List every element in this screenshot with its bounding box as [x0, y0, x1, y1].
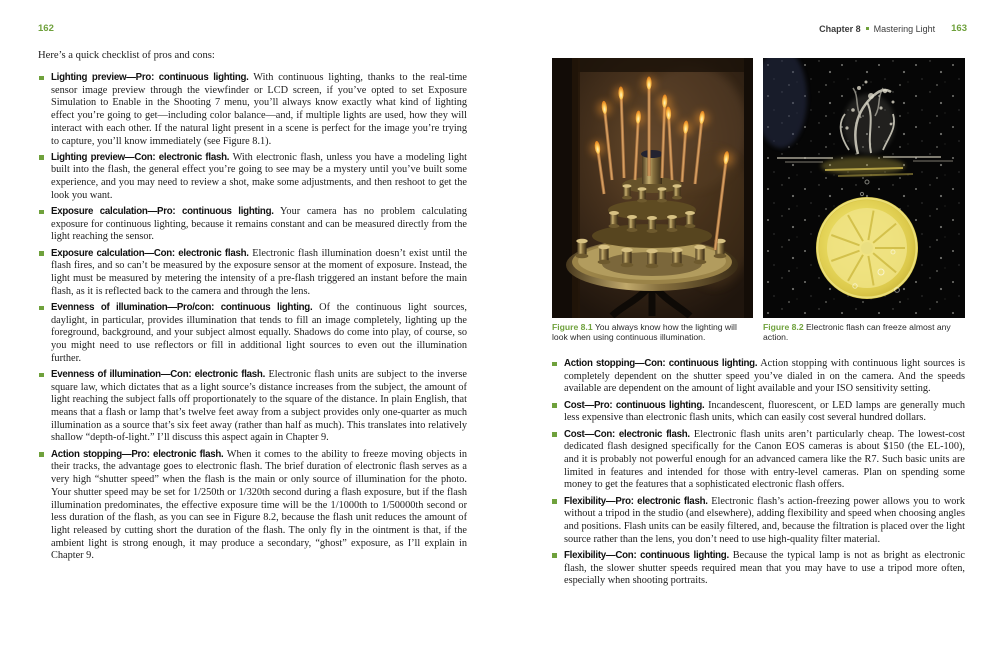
figure-8-2-photo	[763, 58, 965, 318]
item-text: With continuous lighting, thanks to the real-time sensor image preview through the viewfinder or LCD screen, if you’ve opted to set Exposure Simulation to Enable in the Shooting 7 menu, you’ll always know exactly what kind of lighting effect you’re going to get—including color balance—and, if multiple lights are used, how they will interact with each other. If the natural light present in a scene is perfect for the image you’re trying to capture, you’ll know immediately (see Figure 8.1).	[51, 72, 467, 147]
intro-text: Here’s a quick checklist of pros and cons:	[38, 50, 215, 61]
list-item	[551, 358, 965, 396]
candles-photo	[552, 58, 753, 318]
bullet-square-icon	[552, 499, 557, 504]
list-item	[551, 429, 965, 493]
figure-8-1-photo	[552, 58, 753, 318]
item-label: Evenness of illumination—Pro/con: continuous lighting.	[51, 301, 313, 313]
figure-caption-text: Electronic flash can freeze almost any action.	[763, 322, 951, 343]
item-label: Exposure calculation—Pro: continuous lighting.	[51, 206, 274, 218]
item-text: Incandescent, fluorescent, or LED lamps are generally much less expensive than electronic flash units, which can easily cost several hundred dollars.	[564, 399, 965, 424]
item-label: Flexibility—Con: continuous lighting.	[564, 549, 729, 561]
item-text: Of the continuous light sources, daylight, in particular, provides illumination that tends to fill an image completely, lighting up the foreground, background, and your subject almost equally. Shadows do come into play, of course, so you might need to use reflectors or fill in additional light sources to even out the illumination further.	[51, 301, 468, 364]
item-text: Electronic flash units are subject to the inverse square law, which dictates that as a light source’s distance increases from the subject, the amount of light reaching the subject falls off proportionately to the square of the distance. In plain English, that means that a flash or lamp that’s twelve feet away from a subject provides only one-quarter as much illumination as a source that’s six feet away (rather than half as much). This translates into relatively shallow “depth-of-light.” I’ll discuss this aspect again in Chapter 9.	[51, 368, 468, 444]
item-label: Flexibility—Pro: electronic flash.	[564, 495, 708, 507]
item-label: Cost—Con: electronic flash.	[564, 428, 690, 440]
item-label: Lighting preview—Con: electronic flash.	[51, 151, 230, 163]
item-label: Cost—Pro: continuous lighting.	[564, 399, 705, 411]
item-text: Your camera has no problem calculating exposure for continuous lighting, because it remains constant and can be measured directly from the light reaching the sensor.	[51, 206, 467, 243]
item-text: Electronic flash’s action-freezing power allows you to work without a tripod in the studio (and elsewhere), adding flexibility and speed when choosing angles and positions. Flash units can be easily filtered, and, because the filtration is placed over the light source rather than the lens, you don’t need to use high-quality filter material.	[564, 495, 965, 545]
figure-caption	[552, 322, 753, 343]
item-label: Lighting preview—Pro: continuous lighting.	[51, 72, 249, 83]
bullet-square-icon	[39, 76, 44, 81]
bullet-square-icon	[552, 553, 557, 558]
list-item	[38, 248, 467, 299]
running-head	[819, 23, 967, 34]
item-text: Because the typical lamp is not as bright as electronic flash, the slower shutter speeds required mean that you may have to use a tripod more often, especially when shooting portraits.	[564, 549, 966, 587]
item-text: Electronic flash illumination doesn’t exist until the flash fires, and so can’t be measured by the exposure sensor at the moment of exposure. Instead, the light must be measured by metering the intensity of a pre-flash triggered an instant before the main flash, as it is reflected back to the camera and through the lens.	[51, 247, 468, 297]
list-item	[551, 400, 965, 425]
figure-label: Figure 8.1	[552, 322, 593, 332]
list-item	[38, 72, 467, 148]
page-number-left: 162	[38, 23, 54, 34]
bullet-square-icon	[39, 373, 44, 378]
item-text: Electronic flash units aren’t particularly cheap. The lowest-cost dedicated flash designed specifically for the Canon EOS cameras is about $150 (the EL-100), and it is probably not powerful enough for an advanced camera like the R7. Such basic units are limited in features and intended for those with entry-level cameras. Plan on spending some money to get the features that a sophisticated electronic flash offers.	[564, 428, 965, 491]
lemon-splash-photo	[763, 58, 965, 318]
item-text: With electronic flash, unless you have a modeling light built into the flash, the general effect you’re going to see may be a mystery until you’ve built some experience, and you may need to review a shot, make some adjustments, and then reshoot to get the look you want.	[51, 151, 467, 201]
pros-cons-list-right	[551, 358, 965, 591]
figure-caption-text: You always know how the lighting will look when using continuous illumination.	[552, 322, 737, 343]
separator-square-icon	[866, 27, 869, 30]
chapter-title: Mastering Light	[873, 23, 936, 34]
bullet-square-icon	[552, 403, 557, 408]
figure-label: Figure 8.2	[763, 322, 804, 332]
item-label: Exposure calculation—Con: electronic flash.	[51, 247, 249, 259]
pros-cons-list-left	[38, 72, 467, 567]
bullet-square-icon	[39, 210, 44, 215]
list-item	[38, 206, 467, 244]
item-text: Action stopping with continuous light sources is completely dependent on the shutter speed you’ve dialed in on the camera. And the speeds available are dependent on the amount of light available and your ISO sensitivity setting.	[564, 358, 965, 395]
page-number-right: 163	[951, 23, 967, 34]
list-item	[38, 369, 467, 445]
list-item	[551, 496, 965, 547]
bullet-square-icon	[39, 155, 44, 160]
bullet-square-icon	[39, 452, 44, 457]
list-item	[38, 449, 467, 563]
item-label: Action stopping—Pro: electronic flash.	[51, 448, 224, 460]
bullet-square-icon	[39, 251, 44, 256]
bullet-square-icon	[39, 306, 44, 311]
figure-caption	[763, 322, 965, 343]
item-label: Evenness of illumination—Con: electronic flash.	[51, 368, 266, 380]
chapter-label: Chapter 8	[819, 23, 861, 34]
list-item	[551, 550, 965, 588]
list-item	[38, 152, 467, 203]
item-label: Action stopping—Con: continuous lighting.	[564, 358, 758, 369]
bullet-square-icon	[552, 362, 557, 367]
list-item	[38, 302, 467, 366]
item-text: When it comes to the ability to freeze moving objects in their tracks, the advantage goes to electronic flash. The brief duration of electronic flash serves as a very high “shutter speed” when the flash is the main or only source of illumination for the photo. Your shutter speed may be set for 1/250th or 1/320th second during a flash exposure, but if the flash illumination predominates, the effective exposure time will be the 1/1000th to 1/50000th second or less duration of the flash, as you can see in Figure 8.2, because the flash unit reduces the amount of light released by cutting short the duration of the flash. The only fly in the ointment is that, if the ambient light is strong enough, it may produce a secondary, “ghost” exposure, as I’ll explain in Chapter 9.	[51, 448, 468, 562]
bullet-square-icon	[552, 432, 557, 437]
